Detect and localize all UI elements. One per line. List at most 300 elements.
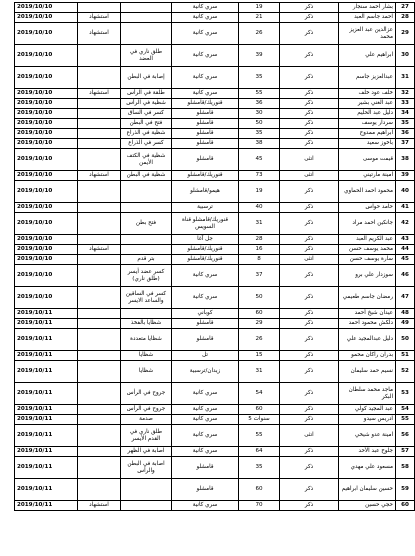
status-cell: استشهاد [78, 89, 121, 99]
row-number-cell: 48 [396, 309, 415, 319]
table-row [15, 181, 415, 203]
name-cell: عبد الكريم العبد [339, 235, 396, 245]
injury-cell: شظية في الرأس [121, 99, 172, 109]
gender-cell: ذكر [280, 109, 339, 119]
name-cell: مسعود علي مهدي [339, 457, 396, 479]
age-cell: 35 [239, 457, 280, 479]
table-row [15, 45, 415, 67]
name-cell: عبدالعزيز جاسم [339, 67, 396, 89]
gender-cell: ذكر [280, 383, 339, 405]
status-cell: استشهاد [78, 245, 121, 255]
gender-cell: ذكر [280, 415, 339, 425]
gender-cell: ذكر [280, 203, 339, 213]
row-number-cell: 54 [396, 405, 415, 415]
date-cell: 2019/10/11 [15, 351, 78, 361]
row-number-cell: 36 [396, 129, 415, 139]
name-cell: بشار احمد سنجار [339, 3, 396, 13]
injury-cell: شظية في الكتف الأيمن [121, 149, 172, 171]
date-cell: 2019/10/10 [15, 181, 78, 203]
row-number-cell: 51 [396, 351, 415, 361]
date-cell: 2019/10/11 [15, 501, 78, 511]
status-cell [78, 265, 121, 287]
name-cell: ادريس سيدو [339, 415, 396, 425]
gender-cell: ذكر [280, 405, 339, 415]
row-number-cell: 28 [396, 13, 415, 23]
status-cell: استشهاد [78, 23, 121, 45]
location-cell: سري كانية [172, 23, 239, 45]
date-cell: 2019/10/10 [15, 235, 78, 245]
status-cell [78, 405, 121, 415]
gender-cell: انثى [280, 425, 339, 447]
age-cell: 36 [239, 99, 280, 109]
location-cell: قنوريك/قامشلو [172, 99, 239, 109]
name-cell: حسين سليمان ابراهيم [339, 479, 396, 501]
location-cell: قنوريك/قامشلو [172, 245, 239, 255]
injury-cell: شظايا [121, 361, 172, 383]
table-row [15, 109, 415, 119]
location-cell: قامشلو [172, 119, 239, 129]
table-row [15, 89, 415, 99]
name-cell: حجي حسين [339, 501, 396, 511]
gender-cell: ذكر [280, 235, 339, 245]
table-row [15, 405, 415, 415]
row-number-cell: 56 [396, 425, 415, 447]
gender-cell: ذكر [280, 99, 339, 109]
age-cell: 55 [239, 425, 280, 447]
date-cell: 2019/10/10 [15, 171, 78, 181]
age-cell: 55 [239, 89, 280, 99]
location-cell: تل [172, 351, 239, 361]
status-cell [78, 319, 121, 329]
age-cell: 54 [239, 383, 280, 405]
date-cell: 2019/10/10 [15, 23, 78, 45]
table-row [15, 171, 415, 181]
date-cell: 2019/10/11 [15, 415, 78, 425]
location-cell: ترسبية [172, 203, 239, 213]
table-row [15, 265, 415, 287]
injury-cell [121, 501, 172, 511]
date-cell: 2019/10/11 [15, 405, 78, 415]
location-cell: زيدان/ترسبية [172, 361, 239, 383]
gender-cell: انثى [280, 149, 339, 171]
gender-cell: ذكر [280, 129, 339, 139]
status-cell [78, 287, 121, 309]
name-cell: ماجد محمد سلطان البكر [339, 383, 396, 405]
injury-cell [121, 23, 172, 45]
location-cell: قنوريك/قامشلو [172, 171, 239, 181]
gender-cell: ذكر [280, 447, 339, 457]
row-number-cell: 41 [396, 203, 415, 213]
injury-cell: طلق ناري في العضد [121, 45, 172, 67]
gender-cell: ذكر [280, 13, 339, 23]
location-cell: سري كانية [172, 501, 239, 511]
name-cell: احمد جاسم العبد [339, 13, 396, 23]
row-number-cell: 27 [396, 3, 415, 13]
status-cell [78, 213, 121, 235]
location-cell: سري كانية [172, 287, 239, 309]
gender-cell: ذكر [280, 265, 339, 287]
name-cell: عبد المجيد كولي [339, 405, 396, 415]
age-cell: 50 [239, 287, 280, 309]
gender-cell: ذكر [280, 139, 339, 149]
location-cell: سري كانية [172, 45, 239, 67]
status-cell [78, 99, 121, 109]
table-row [15, 319, 415, 329]
date-cell: 2019/10/11 [15, 425, 78, 447]
row-number-cell: 43 [396, 235, 415, 245]
date-cell: 2019/10/10 [15, 139, 78, 149]
gender-cell: ذكر [280, 245, 339, 255]
location-cell: هيمو/قامشلو [172, 181, 239, 203]
injury-cell: كسر في الذراع [121, 139, 172, 149]
age-cell: 21 [239, 13, 280, 23]
row-number-cell: 58 [396, 457, 415, 479]
gender-cell: ذكر [280, 361, 339, 383]
table-row [15, 425, 415, 447]
injury-cell: اصابة في البطن والرأس [121, 457, 172, 479]
date-cell: 2019/10/10 [15, 89, 78, 99]
status-cell [78, 415, 121, 425]
casualty-list-document [14, 2, 409, 511]
injury-cell [121, 3, 172, 13]
table-row [15, 119, 415, 129]
table-row [15, 149, 415, 171]
age-cell: 19 [239, 3, 280, 13]
name-cell: جانكين احمد مراد [339, 213, 396, 235]
location-cell: قامشلو [172, 457, 239, 479]
date-cell: 2019/10/10 [15, 255, 78, 265]
name-cell: رمضان جاسم طعيمي [339, 287, 396, 309]
name-cell: امينة عدو شيخي [339, 425, 396, 447]
location-cell: قنوريك/قامشلو قناة السويس [172, 213, 239, 235]
age-cell: 45 [239, 149, 280, 171]
gender-cell: ذكر [280, 67, 339, 89]
date-cell: 2019/10/11 [15, 361, 78, 383]
location-cell: سري كانية [172, 89, 239, 99]
row-number-cell: 29 [396, 23, 415, 45]
location-cell: قامشلو [172, 129, 239, 139]
status-cell [78, 309, 121, 319]
gender-cell: ذكر [280, 309, 339, 319]
injury-cell [121, 309, 172, 319]
row-number-cell: 38 [396, 149, 415, 171]
date-cell: 2019/10/11 [15, 329, 78, 351]
age-cell: 35 [239, 129, 280, 139]
age-cell: 38 [239, 139, 280, 149]
status-cell [78, 119, 121, 129]
name-cell: عبد الغني بشير [339, 99, 396, 109]
status-cell [78, 45, 121, 67]
table-row [15, 129, 415, 139]
row-number-cell: 52 [396, 361, 415, 383]
gender-cell: ذكر [280, 501, 339, 511]
status-cell [78, 181, 121, 203]
name-cell: سردار يوسف [339, 119, 396, 129]
injury-cell: فتح بطن [121, 213, 172, 235]
date-cell: 2019/10/11 [15, 479, 78, 501]
injury-cell: كسر في الساق [121, 109, 172, 119]
status-cell [78, 479, 121, 501]
status-cell: استشهاد [78, 13, 121, 23]
name-cell: سارة يوسف حسن [339, 255, 396, 265]
date-cell: 2019/10/10 [15, 265, 78, 287]
age-cell: 16 [239, 245, 280, 255]
table-row [15, 415, 415, 425]
injury-cell [121, 13, 172, 23]
date-cell: 2019/10/10 [15, 13, 78, 23]
table-row [15, 23, 415, 45]
status-cell [78, 255, 121, 265]
gender-cell: ذكر [280, 45, 339, 67]
gender-cell: انثى [280, 255, 339, 265]
casualty-table-body [15, 3, 415, 511]
date-cell: 2019/10/10 [15, 109, 78, 119]
status-cell [78, 203, 121, 213]
gender-cell: ذكر [280, 351, 339, 361]
status-cell: استشهاد [78, 501, 121, 511]
table-row [15, 351, 415, 361]
row-number-cell: 34 [396, 109, 415, 119]
location-cell: سري كانية [172, 265, 239, 287]
gender-cell: ذكر [280, 3, 339, 13]
status-cell [78, 329, 121, 351]
location-cell: سري كانية [172, 67, 239, 89]
date-cell: 2019/10/10 [15, 67, 78, 89]
gender-cell: ذكر [280, 181, 339, 203]
location-cell: قامشلو [172, 109, 239, 119]
date-cell: 2019/10/10 [15, 213, 78, 235]
name-cell: باخوز سعيد [339, 139, 396, 149]
date-cell: 2019/10/11 [15, 383, 78, 405]
location-cell: سري كانية [172, 415, 239, 425]
location-cell: سري كانية [172, 447, 239, 457]
table-row [15, 457, 415, 479]
table-row [15, 67, 415, 89]
date-cell: 2019/10/11 [15, 319, 78, 329]
injury-cell [121, 245, 172, 255]
date-cell: 2019/10/10 [15, 287, 78, 309]
status-cell [78, 235, 121, 245]
location-cell: سري كانية [172, 405, 239, 415]
age-cell: 40 [239, 203, 280, 213]
name-cell: بدران راكان محمو [339, 351, 396, 361]
age-cell: 39 [239, 45, 280, 67]
name-cell: دلكش محمود احمد [339, 319, 396, 329]
gender-cell: ذكر [280, 119, 339, 129]
date-cell: 2019/10/10 [15, 245, 78, 255]
age-cell: 28 [239, 235, 280, 245]
row-number-cell: 59 [396, 479, 415, 501]
injury-cell: بتر قدم [121, 255, 172, 265]
table-row [15, 3, 415, 13]
location-cell: سري كانية [172, 425, 239, 447]
injury-cell: طلق ناري في القدم الأيسر [121, 425, 172, 447]
age-cell: 29 [239, 319, 280, 329]
table-row [15, 501, 415, 511]
table-row [15, 235, 415, 245]
table-row [15, 13, 415, 23]
age-cell: 8 [239, 255, 280, 265]
gender-cell: ذكر [280, 213, 339, 235]
age-cell: 19 [239, 181, 280, 203]
gender-cell: ذكر [280, 287, 339, 309]
name-cell: محمود احمد الحماوي [339, 181, 396, 203]
row-number-cell: 32 [396, 89, 415, 99]
name-cell: امينة مارتيني [339, 171, 396, 181]
age-cell: 60 [239, 405, 280, 415]
status-cell [78, 457, 121, 479]
row-number-cell: 31 [396, 67, 415, 89]
date-cell: 2019/10/10 [15, 203, 78, 213]
location-cell: سري كانية [172, 13, 239, 23]
row-number-cell: 55 [396, 415, 415, 425]
status-cell [78, 447, 121, 457]
table-row [15, 255, 415, 265]
status-cell [78, 109, 121, 119]
injury-cell: شظايا [121, 351, 172, 361]
injury-cell: كسر عضد أيسر (طلق ناري) [121, 265, 172, 287]
name-cell: جلوخ عبد الأحد [339, 447, 396, 457]
location-cell: جل آغا [172, 235, 239, 245]
gender-cell: ذكر [280, 329, 339, 351]
row-number-cell: 47 [396, 287, 415, 309]
age-cell: 70 [239, 501, 280, 511]
injury-cell: إصابة في البطن [121, 67, 172, 89]
row-number-cell: 46 [396, 265, 415, 287]
age-cell: 35 [239, 67, 280, 89]
name-cell: نسيم حمد سليمان [339, 361, 396, 383]
table-row [15, 479, 415, 501]
age-cell: 31 [239, 213, 280, 235]
status-cell [78, 139, 121, 149]
name-cell: عزالدين عبد العزيز محمد [339, 23, 396, 45]
gender-cell: انثى [280, 171, 339, 181]
injury-cell [121, 235, 172, 245]
age-cell: 15 [239, 351, 280, 361]
injury-cell: شظية في البطن [121, 171, 172, 181]
age-cell: 64 [239, 447, 280, 457]
date-cell: 2019/10/11 [15, 457, 78, 479]
status-cell [78, 351, 121, 361]
row-number-cell: 53 [396, 383, 415, 405]
injury-cell: شظايا متعددة [121, 329, 172, 351]
location-cell: سري كانية [172, 3, 239, 13]
age-cell: 60 [239, 479, 280, 501]
gender-cell: ذكر [280, 319, 339, 329]
date-cell: 2019/10/10 [15, 129, 78, 139]
age-cell: 26 [239, 23, 280, 45]
date-cell: 2019/10/10 [15, 45, 78, 67]
injury-cell: طلقة في الرأس [121, 89, 172, 99]
injury-cell: كسر في الساقين والساعد الايسر [121, 287, 172, 309]
name-cell: سوزدار علي برو [339, 265, 396, 287]
row-number-cell: 37 [396, 139, 415, 149]
injury-cell [121, 181, 172, 203]
name-cell: محمد يوسف حسن [339, 245, 396, 255]
table-row [15, 383, 415, 405]
age-cell: 30 [239, 109, 280, 119]
date-cell: 2019/10/11 [15, 447, 78, 457]
gender-cell: ذكر [280, 479, 339, 501]
injury-cell: اصابة في الظهر [121, 447, 172, 457]
name-cell: عيدان شيخ أحمد [339, 309, 396, 319]
status-cell: استشهاد [78, 171, 121, 181]
gender-cell: ذكر [280, 457, 339, 479]
table-row [15, 287, 415, 309]
age-cell: 37 [239, 265, 280, 287]
date-cell: 2019/10/10 [15, 99, 78, 109]
table-row [15, 361, 415, 383]
date-cell: 2019/10/10 [15, 149, 78, 171]
injury-cell: شظية في الذراع [121, 129, 172, 139]
row-number-cell: 57 [396, 447, 415, 457]
row-number-cell: 42 [396, 213, 415, 235]
status-cell [78, 149, 121, 171]
name-cell: حامد حواس [339, 203, 396, 213]
location-cell: قامشلو [172, 329, 239, 351]
injury-cell: شظايا بالفخذ [121, 319, 172, 329]
row-number-cell: 30 [396, 45, 415, 67]
location-cell: قامشلو [172, 149, 239, 171]
row-number-cell: 44 [396, 245, 415, 255]
date-cell: 2019/10/11 [15, 309, 78, 319]
injury-cell [121, 479, 172, 501]
name-cell: ابراهيم ممدوح [339, 129, 396, 139]
location-cell: قامشلو [172, 479, 239, 501]
row-number-cell: 49 [396, 319, 415, 329]
table-row [15, 309, 415, 319]
table-row [15, 245, 415, 255]
age-cell: 5 سنوات [239, 415, 280, 425]
status-cell [78, 3, 121, 13]
injury-cell: جروح في الرأس [121, 405, 172, 415]
table-row [15, 99, 415, 109]
location-cell: قنوريك/قامشلو [172, 255, 239, 265]
table-row [15, 329, 415, 351]
location-cell: كوباني [172, 309, 239, 319]
row-number-cell: 39 [396, 171, 415, 181]
name-cell: دليل عبدالمجيد علي [339, 329, 396, 351]
age-cell: 31 [239, 361, 280, 383]
casualty-table [14, 2, 415, 511]
row-number-cell: 33 [396, 99, 415, 109]
table-row [15, 203, 415, 213]
gender-cell: ذكر [280, 89, 339, 99]
name-cell: ابراهيم علي [339, 45, 396, 67]
row-number-cell: 35 [396, 119, 415, 129]
status-cell [78, 129, 121, 139]
name-cell: قيمت موسى [339, 149, 396, 171]
age-cell: 60 [239, 309, 280, 319]
date-cell: 2019/10/10 [15, 3, 78, 13]
table-row [15, 447, 415, 457]
table-row [15, 213, 415, 235]
name-cell: دليل عبد الحليم [339, 109, 396, 119]
row-number-cell: 50 [396, 329, 415, 351]
age-cell: 73 [239, 171, 280, 181]
row-number-cell: 40 [396, 181, 415, 203]
injury-cell [121, 203, 172, 213]
date-cell: 2019/10/10 [15, 119, 78, 129]
table-row [15, 139, 415, 149]
location-cell: قامشلو [172, 319, 239, 329]
status-cell [78, 383, 121, 405]
gender-cell: ذكر [280, 23, 339, 45]
injury-cell: صدمة [121, 415, 172, 425]
age-cell: 26 [239, 329, 280, 351]
location-cell: قامشلو [172, 139, 239, 149]
row-number-cell: 45 [396, 255, 415, 265]
